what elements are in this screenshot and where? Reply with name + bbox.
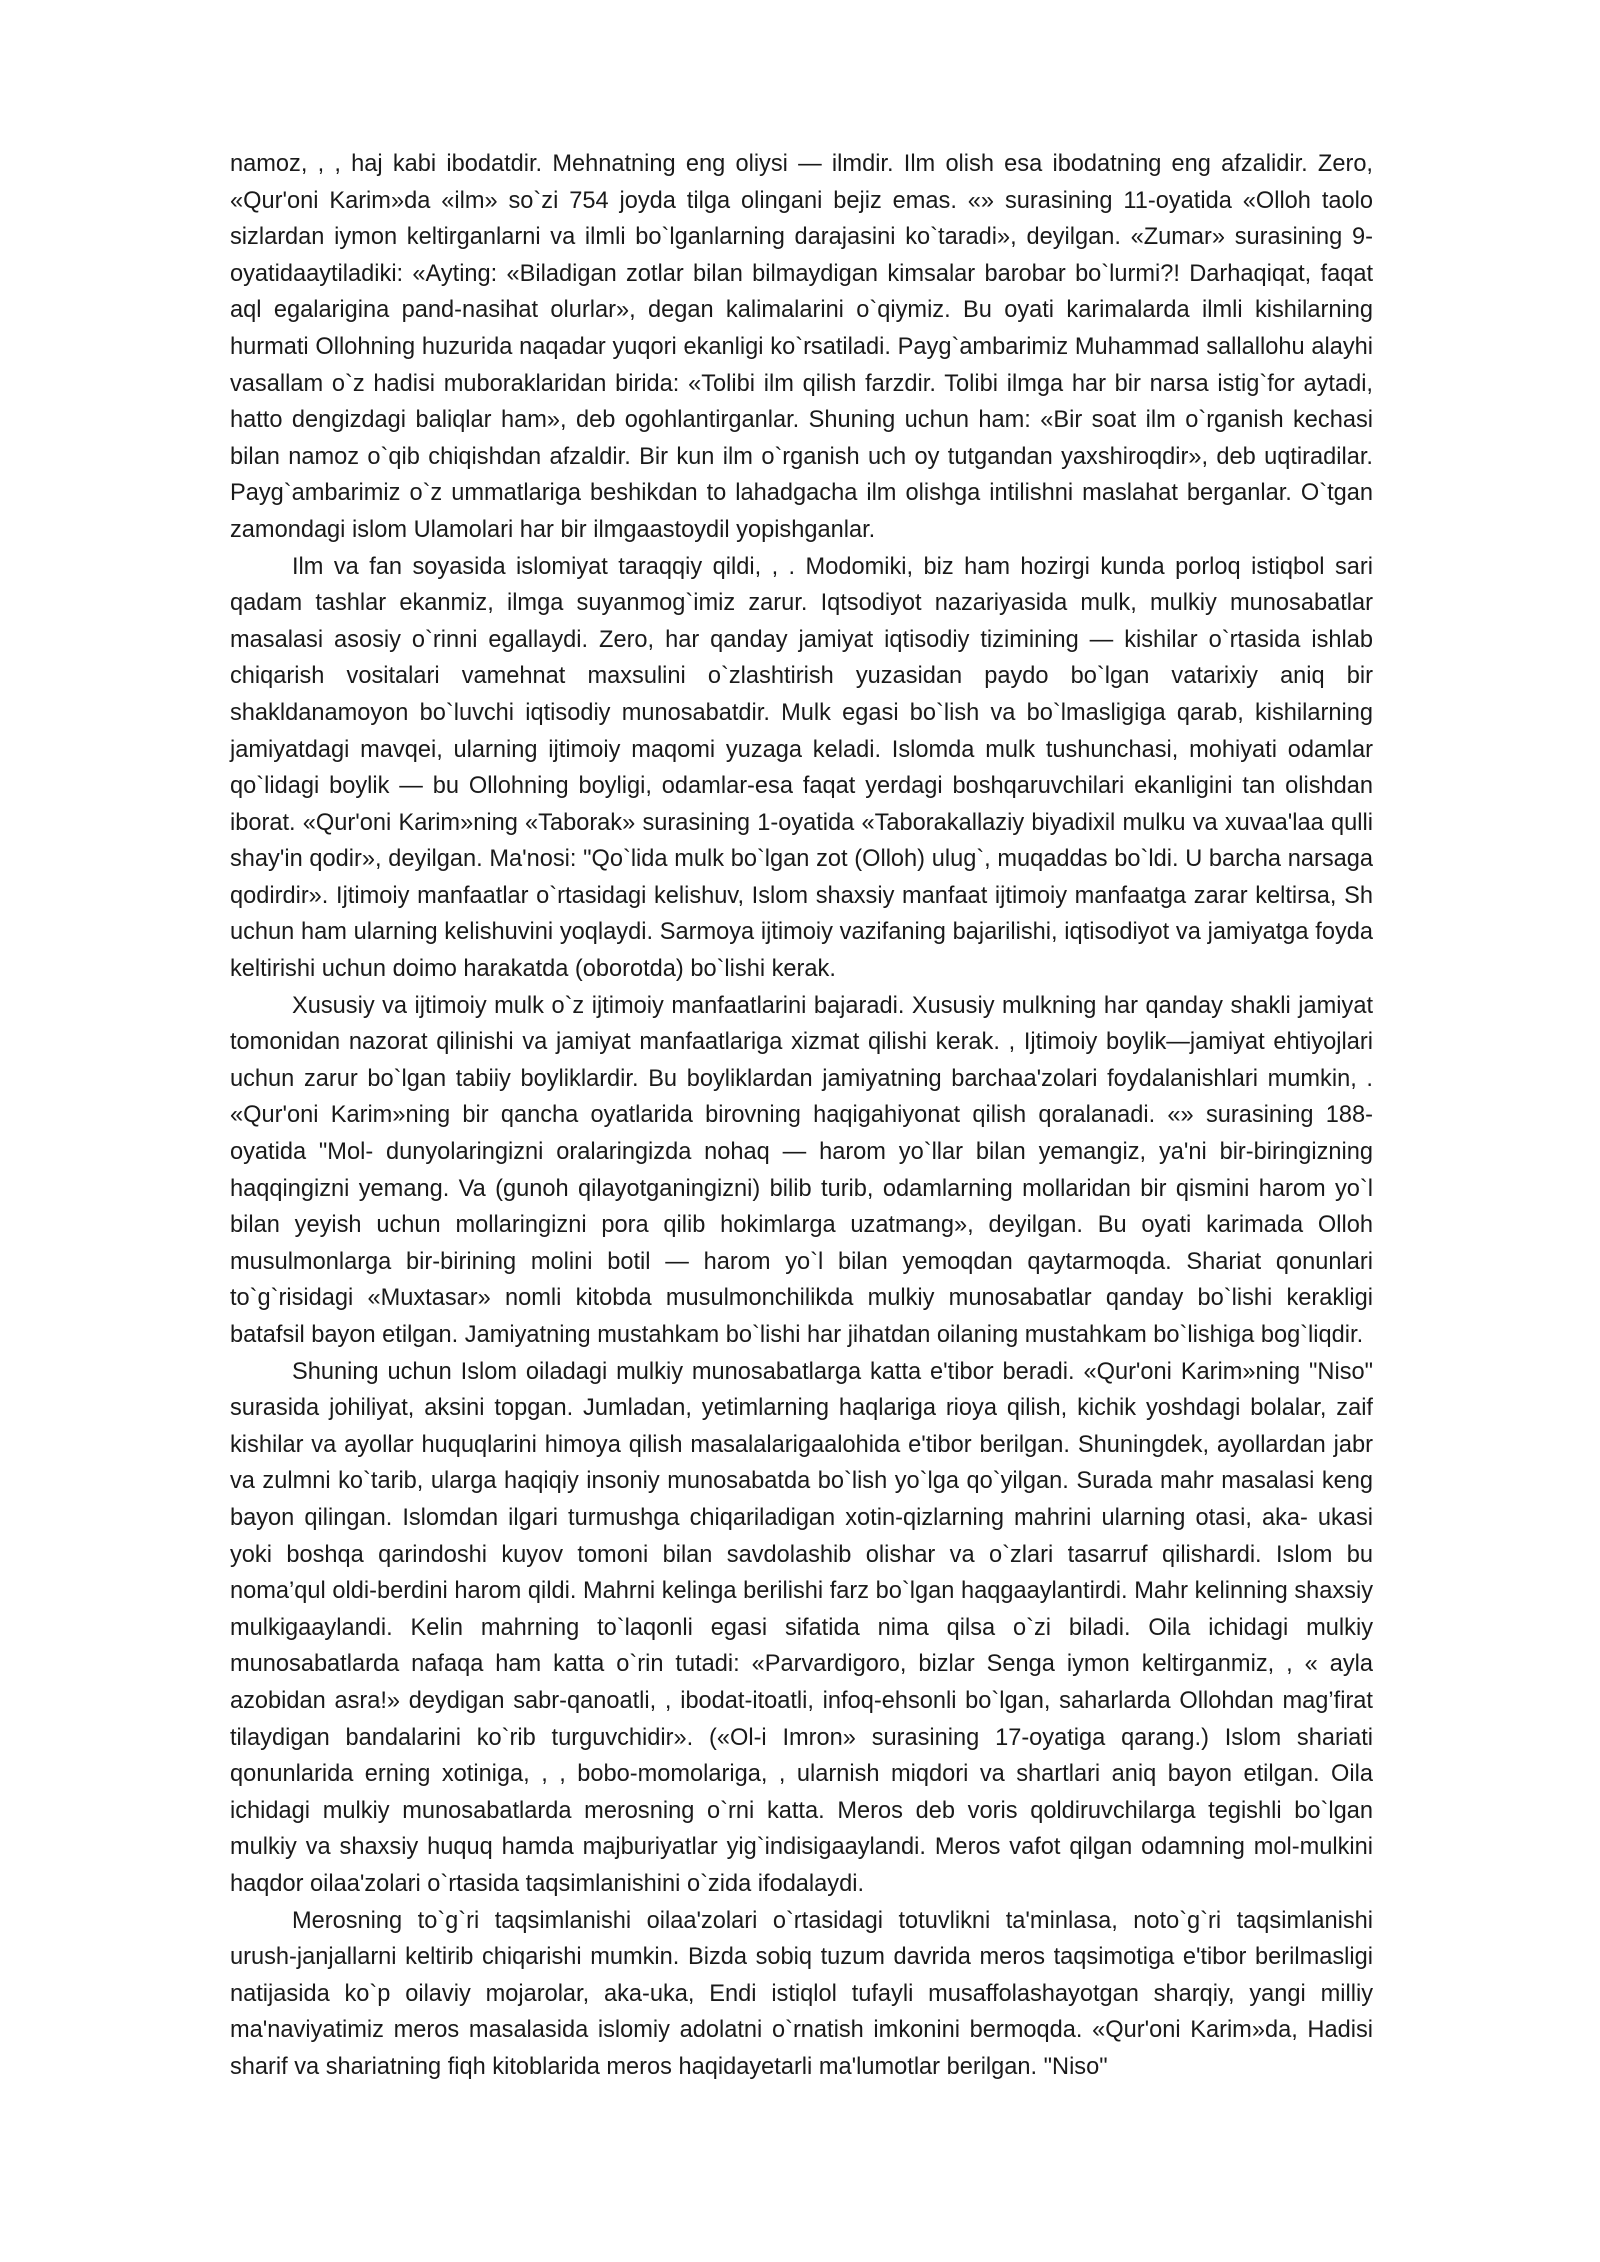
paragraph-5: Merosning to`g`ri taqsimlanishi oilaa'zolari o`rtasidagi totuvlikni ta'minlasa, noto`g`ri taqsimlanishi urush-janjallarni keltirib chiqarishi mumkin. Bizda sobiq tuzum davrida meros taqsimotiga e'tibor berilmasligi natijasida ko`p oilaviy mojarolar, aka-uka, Endi istiqlol tufayli musaffolashayotgan sharqiy, yangi milliy ma'naviyatimiz meros masalasida islomiy adolatni o`rnatish imkonini bermoqda. «Qur'oni Karim»da, Hadisi sharif va shariatning fiqh kitoblarida meros haqidayetarli ma'lumotlar berilgan. "Niso" [230,1907,1373,2080]
paragraph-3: Xususiy va ijtimoiy mulk o`z ijtimoiy manfaatlarini bajaradi. Xususiy mulkning har qanday shakli jamiyat tomonidan nazorat qilinishi va jamiyat manfaatlariga xizmat qilishi kerak. , Ijtimoiy boylik—jamiyat ehtiyojlari uchun zarur bo`lgan tabiiy boyliklardir. Bu boyliklardan jamiyatning barchaa'zolari foydalanishlari mumkin, . «Qur'oni Karim»ning bir qancha oyatlarida birovning haqigahiyonat qilish qoralanadi. «» surasining 188-oyatida "Mol- dunyolaringizni oralaringizda nohaq — harom yo`llar bilan yemangiz, ya'ni bir-biringizning haqqingizni yemang. Va (gunoh qilayotganingizni) bilib turib, odamlarning mollaridan bir qismini harom yo`l bilan yeyish uchun mollaringizni pora qilib hokimlarga uzatmang», deyilgan. Bu oyati karimada Olloh musulmonlarga bir-birining molini botil — harom yo`l bilan yemoqdan qaytarmoqda. Shariat qonunlari to`g`risidagi «Muxtasar» nomli kitobda musulmonchilikda mulkiy munosabatlar qanday bo`lishi kerakligi batafsil bayon etilgan. Jamiyatning mustahkam bo`lishi har jihatdan oilaning mustahkam bo`lishiga bog`liqdir. [230,992,1373,1348]
paragraph-4: Shuning uchun Islom oiladagi mulkiy munosabatlarga katta e'tibor beradi. «Qur'oni Karim»ning "Niso" surasida johiliyat, aksini topgan. Jumladan, yetimlarning haqlariga rioya qilish, kichik yoshdagi bolalar, zaif kishilar va ayollar huquqlarini himoya qilish masalalarigaalohida e'tibor berilgan. Shuningdek, ayollardan jabr va zulmni ko`tarib, ularga haqiqiy insoniy munosabatda bo`lish yo`lga qo`yilgan. Surada mahr masalasi keng bayon qilingan. Islomdan ilgari turmushga chiqariladigan xotin-qizlarning mahrini ularning otasi, aka- ukasi yoki boshqa qarindoshi kuyov tomoni bilan savdolashib olishar va o`zlari tasarruf qilishardi. Islom bu noma’qul oldi-berdini harom qildi. Mahrni kelinga berilishi farz bo`lgan haqgaaylantirdi. Mahr kelinning shaxsiy mulkigaaylandi. Kelin mahrning to`laqonli egasi sifatida nima qilsa o`zi biladi. Oila ichidagi mulkiy munosabatlarda nafaqa ham katta o`rin tutadi: «Parvardigoro, bizlar Senga iymon keltirganmiz, , « ayla azobidan asra!» deydigan sabr-qanoatli, , ibodat-itoatli, infoq-ehsonli bo`lgan, saharlarda Ollohdan mag’firat tilaydigan bandalarini ko`rib turguvchidir». («Ol-i Imron» surasining 17-oyatiga qarang.) Islom shariati qonunlarida erning xotiniga, , , bobo-momolariga, , ularnish miqdori va shartlari aniq bayon etilgan. Oila ichidagi mulkiy munosabatlarda merosning o`rni katta. Meros deb voris qoldiruvchilarga tegishli bo`lgan mulkiy va shaxsiy huquq hamda majburiyatlar yig`indisigaaylandi. Meros vafot qilgan odamning mol-mulkini haqdor oilaa'zolari o`rtasida taqsimlanishini o`zida ifodalaydi. [230,1358,1373,1897]
document-page [230,146,1373,2085]
paragraph-2: Ilm va fan soyasida islomiyat taraqqiy qildi, , . Modomiki, biz ham hozirgi kunda porloq istiqbol sari qadam tashlar ekanmiz, ilmga suyanmog`imiz zarur. Iqtsodiyot nazariyasida mulk, mulkiy munosabatlar masalasi asosiy o`rinni egallaydi. Zero, har qanday jamiyat iqtisodiy tizimining — kishilar o`rtasida ishlab chiqarish vositalari vamehnat maxsulini o`zlashtirish yuzasidan paydo bo`lgan vatarixiy aniq bir shakldanamoyon bo`luvchi iqtisodiy munosabatdir. Mulk egasi bo`lish va bo`lmasligiga qarab, kishilarning jamiyatdagi mavqei, ularning ijtimoiy maqomi yuzaga keladi. Islomda mulk tushunchasi, mohiyati odamlar qo`lidagi boylik — bu Ollohning boyligi, odamlar-esa faqat yerdagi boshqaruvchilari ekanligini tan olishdan iborat. «Qur'oni Karim»ning «Taborak» surasining 1-oyatida «Taborakallaziy biyadixil mulku va xuvaa'laa qulli shay'in qodir», deyilgan. Ma'nosi: "Qo`lida mulk bo`lgan zot (Olloh) ulug`, muqaddas bo`ldi. U barcha narsaga qodirdir». Ijtimoiy manfaatlar o`rtasidagi kelishuv, Islom shaxsiy manfaat ijtimoiy manfaatga zarar keltirsa, Sh uchun ham ularning kelishuvini yoqlaydi. Sarmoya ijtimoiy vazifaning bajarilishi, iqtisodiyot va jamiyatga foyda keltirishi uchun doimo harakatda (oborotda) bo`lishi kerak. [230,553,1373,983]
paragraph-1: namoz, , , haj kabi ibodatdir. Mehnatning eng oliysi — ilmdir. Ilm olish esa ibodatning eng afzalidir. Zero, «Qur'oni Karim»da «ilm» so`zi 754 joyda tilga olingani bejiz emas. «» surasining 11-oyatida «Olloh taolo sizlardan iymon keltirganlarni va ilmli bo`lganlarning darajasini ko`taradi», deyilgan. «Zumar» surasining 9- oyatidaaytiladiki: «Ayting: «Biladigan zotlar bilan bilmaydigan kimsalar barobar bo`lurmi?! Darhaqiqat, faqat aql egalarigina pand-nasihat olurlar», degan kalimalarini o`qiymiz. Bu oyati karimalarda ilmli kishilarning hurmati Ollohning huzurida naqadar yuqori ekanligi ko`rsatiladi. Payg`ambarimiz Muhammad sallallohu alayhi vasallam o`z hadisi muboraklaridan birida: «Tolibi ilm qilish farzdir. Tolibi ilmga har bir narsa istig`for aytadi, hatto dengizdagi baliqlar ham», deb ogohlantirganlar. Shuning uchun ham: «Bir soat ilm o`rganish kechasi bilan namoz o`qib chiqishdan afzaldir. Bir kun ilm o`rganish uch oy tutgandan yaxshiroqdir», deb uqtiradilar. Payg`ambarimiz o`z ummatlariga beshikdan to lahadgacha ilm olishga intilishni maslahat berganlar. O`tgan zamondagi islom Ulamolari har bir ilmgaastoydil yopishganlar. [230,151,1373,543]
